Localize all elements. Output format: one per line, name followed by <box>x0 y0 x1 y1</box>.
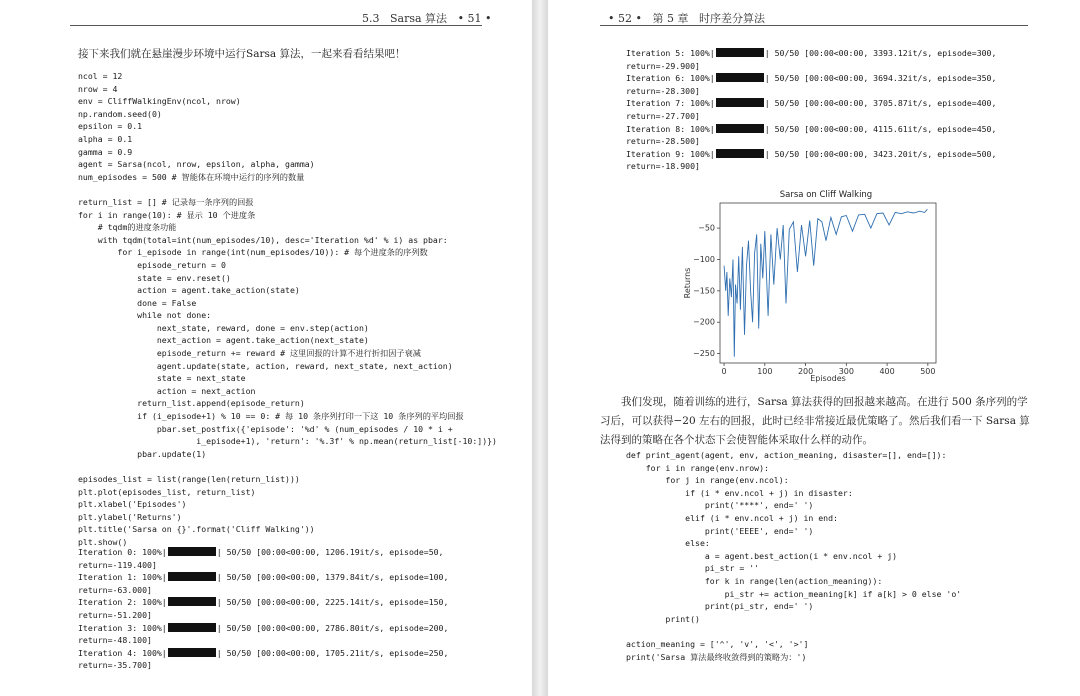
progress-stats: | 50/50 [00:00<00:00, 3423.20it/s, episode=500, <box>764 148 997 159</box>
chapter-number: 第 5 章 <box>652 12 689 25</box>
code-line: episode_return = 0 <box>78 259 226 270</box>
series-line-returns <box>724 209 927 356</box>
page-number: • 51 • <box>457 12 492 25</box>
x-tick-label: 500 <box>920 367 936 376</box>
chart-title: Sarsa on Cliff Walking <box>779 190 873 200</box>
code-line: for i_episode in range(int(num_episodes/10)): # 每个进度条的序列数 <box>78 247 428 258</box>
code-line: action_meaning = ['^', 'v', '<', '>'] <box>626 638 809 649</box>
return-value: return=-48.100] <box>78 635 152 646</box>
code-line: action = agent.take_action(state) <box>78 285 300 296</box>
code-line: np.random.seed(0) <box>78 108 162 119</box>
progress-stats: | 50/50 [00:00<00:00, 1206.19it/s, episode=50, <box>216 547 444 557</box>
iteration-label: Iteration 2: 100%| <box>78 597 167 608</box>
plot-frame <box>720 203 936 363</box>
y-tick-label: −50 <box>698 223 715 233</box>
code-line: episodes_list = list(range(len(return_list))) <box>78 474 300 484</box>
code-line: next_action = agent.take_action(next_state) <box>78 335 369 346</box>
y-tick-label: −100 <box>693 254 715 264</box>
progress-bar <box>716 98 764 107</box>
code-line: agent.update(state, action, reward, next_state, next_action) <box>78 360 453 371</box>
code-line: for j in range(env.ncol): <box>626 475 789 486</box>
code-line: i_episode+1), 'return': '%.3f' % np.mean(return_list[-10:])}) <box>78 436 497 447</box>
return-value: return=-18.900] <box>626 161 700 172</box>
progress-bar <box>168 623 216 632</box>
progress-stats: | 50/50 [00:00<00:00, 3705.87it/s, episode=400, <box>764 98 997 109</box>
return-value: return=-35.700] <box>78 660 152 671</box>
output-line <box>626 97 996 110</box>
iteration-label: Iteration 4: 100%| <box>78 647 167 658</box>
code-line: episode_return += reward # 这里回报的计算不进行折扣因子衰减 <box>78 348 421 359</box>
code-line: action = next_action <box>78 385 256 396</box>
iteration-label: Iteration 6: 100%| <box>626 73 715 84</box>
code-line: nrow = 4 <box>78 83 118 94</box>
output-block <box>626 47 996 173</box>
code-line: if (i * env.ncol + j) in disaster: <box>626 487 853 498</box>
code-line <box>78 183 497 196</box>
code-line: done = False <box>78 297 197 308</box>
code-line: else: <box>626 538 710 549</box>
progress-bar <box>716 149 764 158</box>
return-value: return=-28.300] <box>626 85 700 96</box>
iteration-label: Iteration 9: 100%| <box>626 148 715 159</box>
code-line: return_list.append(episode_return) <box>78 398 305 409</box>
code-block <box>78 70 497 549</box>
progress-stats: | 50/50 [00:00<00:00, 2786.80it/s, episode=200, <box>216 622 449 633</box>
code-line: pi_str += action_meaning[k] if a[k] > 0 else 'o' <box>626 588 962 599</box>
section-number: 5.3 <box>362 12 380 25</box>
progress-bar <box>716 73 764 82</box>
code-block <box>626 449 961 663</box>
code-line: plt.xlabel('Episodes') <box>78 499 187 510</box>
code-line: for i in range(env.nrow): <box>626 462 769 473</box>
return-value: return=-63.000] <box>78 584 152 595</box>
progress-stats: | 50/50 [00:00<00:00, 3393.12it/s, episode=300, <box>764 48 997 58</box>
return-value: return=-27.700] <box>626 110 700 121</box>
iteration-label: Iteration 5: 100%| <box>626 48 715 58</box>
section-title: Sarsa 算法 <box>390 12 448 25</box>
x-tick-label: 200 <box>797 367 814 376</box>
code-line: print() <box>626 613 700 624</box>
code-line: alpha = 0.1 <box>78 133 133 144</box>
code-line: plt.ylabel('Returns') <box>78 511 182 522</box>
y-tick-label: −150 <box>693 286 715 296</box>
right-page-header <box>608 10 765 26</box>
code-line: next_state, reward, done = env.step(action) <box>78 322 369 333</box>
progress-bar <box>168 597 216 606</box>
progress-stats: | 50/50 [00:00<00:00, 2225.14it/s, episode=150, <box>216 597 449 608</box>
y-tick-label: −200 <box>693 317 715 327</box>
progress-bar <box>168 572 216 581</box>
progress-stats: | 50/50 [00:00<00:00, 3694.32it/s, episode=350, <box>764 73 997 84</box>
code-line: with tqdm(total=int(num_episodes/10), desc='Iteration %d' % i) as pbar: <box>78 234 448 245</box>
code-line: a = agent.best_action(i * env.ncol + j) <box>626 550 898 561</box>
output-line <box>626 148 996 161</box>
code-line <box>626 625 961 638</box>
progress-stats: | 50/50 [00:00<00:00, 1705.21it/s, episode=250, <box>216 647 449 658</box>
y-axis-label: Returns <box>683 267 692 299</box>
output-line <box>626 47 996 60</box>
iteration-label: Iteration 1: 100%| <box>78 572 167 583</box>
code-line: gamma = 0.9 <box>78 146 133 157</box>
progress-bar <box>168 648 216 657</box>
return-value: return=-51.200] <box>78 609 152 620</box>
iteration-label: Iteration 8: 100%| <box>626 123 715 134</box>
left-page <box>0 0 532 696</box>
code-line: if (i_episode+1) % 10 == 0: # 每 10 条序列打印一下这 10 条序列的平均回报 <box>78 411 464 422</box>
code-line: plt.show() <box>78 536 128 547</box>
returns-chart <box>676 185 976 385</box>
left-page-header <box>362 10 492 26</box>
progress-stats: | 50/50 [00:00<00:00, 4115.61it/s, episode=450, <box>764 123 997 134</box>
code-line: print('****', end=' ') <box>626 500 814 511</box>
output-line <box>78 571 448 584</box>
code-line: num_episodes = 500 # 智能体在环境中运行的序列的数量 <box>78 171 305 182</box>
code-line: agent = Sarsa(ncol, nrow, epsilon, alpha, gamma) <box>78 159 315 170</box>
iteration-label: Iteration 3: 100%| <box>78 622 167 633</box>
chapter-title: 时序差分算法 <box>698 12 765 25</box>
progress-bar <box>168 547 216 556</box>
code-line: state = env.reset() <box>78 272 231 283</box>
x-tick-label: 100 <box>757 367 773 376</box>
code-line: print('Sarsa 算法最终收敛得到的策略为：') <box>626 651 807 662</box>
page-number: • 52 • <box>608 12 642 25</box>
intro-text: 接下来我们就在悬崖漫步环境中运行Sarsa 算法，一起来看看结果吧！ <box>78 48 406 60</box>
book-gutter <box>532 0 548 696</box>
header-rule <box>70 25 482 26</box>
code-line: pbar.update(1) <box>78 448 207 459</box>
progress-stats: | 50/50 [00:00<00:00, 1379.84it/s, episode=100, <box>216 572 449 583</box>
output-block <box>78 546 448 672</box>
body-paragraph: 我们发现，随着训练的进行，Sarsa 算法获得的回报越来越高。在进行 500 条序列的学习后，可以获得−20 左右的回报，此时已经非常接近最优策略了。然后我们看一下 Sarsa 算法得到的策略在各个状态下会使智能体采取什么样的动作。 <box>600 396 1030 446</box>
return-value: return=-29.900] <box>626 60 700 71</box>
x-axis-label: Episodes <box>810 374 846 383</box>
code-line: plt.plot(episodes_list, return_list) <box>78 486 256 497</box>
code-line: env = CliffWalkingEnv(ncol, nrow) <box>78 96 241 107</box>
return-value: return=-119.400] <box>78 559 157 570</box>
code-line: state = next_state <box>78 373 246 384</box>
code-line: def print_agent(agent, env, action_meaning, disaster=[], end=[]): <box>626 450 947 460</box>
iteration-label: Iteration 0: 100%| <box>78 547 167 557</box>
code-line: print('EEEE', end=' ') <box>626 525 814 536</box>
output-line <box>78 596 448 609</box>
code-line: for i in range(10): # 显示 10 个进度条 <box>78 209 256 220</box>
x-tick-label: 400 <box>879 367 895 376</box>
progress-bar <box>716 48 764 57</box>
output-line <box>78 647 448 660</box>
code-line: # tqdm的进度条功能 <box>78 222 177 233</box>
header-rule <box>600 25 1028 26</box>
x-tick-label: 300 <box>838 367 854 376</box>
output-line <box>626 123 996 136</box>
progress-bar <box>716 124 764 133</box>
code-line: pi_str = '' <box>626 563 760 574</box>
code-line: ncol = 12 <box>78 71 123 81</box>
code-line: epsilon = 0.1 <box>78 121 143 132</box>
x-tick-label: 0 <box>721 367 727 376</box>
code-line: while not done: <box>78 310 212 321</box>
code-line: for k in range(len(action_meaning)): <box>626 575 883 586</box>
code-line: elif (i * env.ncol + j) in end: <box>626 512 838 523</box>
code-line <box>78 460 497 473</box>
output-line <box>78 622 448 635</box>
return-value: return=-28.500] <box>626 136 700 147</box>
iteration-label: Iteration 7: 100%| <box>626 98 715 109</box>
code-line: pbar.set_postfix({'episode': '%d' % (num_episodes / 10 * i + <box>78 423 453 434</box>
output-line <box>626 72 996 85</box>
y-tick-label: −250 <box>693 349 715 359</box>
code-line: return_list = [] # 记录每一条序列的回报 <box>78 196 254 207</box>
code-line: plt.title('Sarsa on {}'.format('Cliff Walking')) <box>78 524 315 535</box>
code-line: print(pi_str, end=' ') <box>626 601 814 612</box>
output-line <box>78 546 448 559</box>
right-page <box>548 0 1080 696</box>
